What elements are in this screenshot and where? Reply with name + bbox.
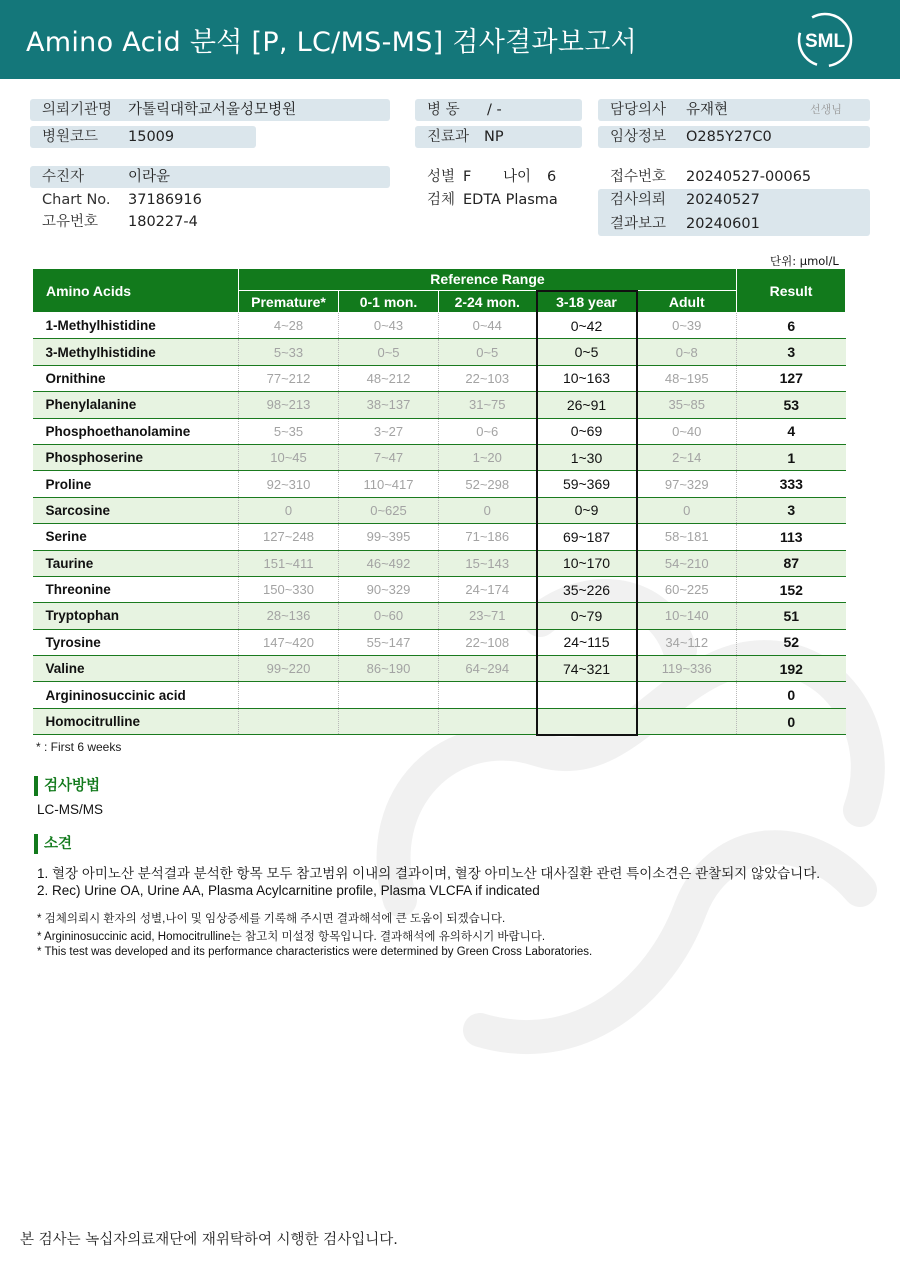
reference-range-cell: 92~310: [239, 471, 339, 497]
reference-range-cell: 1~30: [537, 444, 637, 470]
reference-range-cell: 1~20: [439, 444, 537, 470]
reference-range-cell: 54~210: [637, 550, 737, 576]
reference-range-cell: 0~40: [637, 418, 737, 444]
reference-range-cell: 69~187: [537, 524, 637, 550]
col-header-0-1-mon: 0-1 mon.: [339, 291, 439, 313]
col-header-adult: Adult: [637, 291, 737, 313]
request-value: 20240527: [686, 192, 760, 208]
result-cell: 4: [737, 418, 846, 444]
reference-range-cell: 4~28: [239, 313, 339, 339]
table-row: [33, 339, 846, 365]
patient-label: 수진자: [42, 169, 85, 185]
reference-range-cell: 0: [439, 497, 537, 523]
reference-range-cell: 0~5: [339, 339, 439, 365]
reference-range-cell: 74~321: [537, 656, 637, 682]
reference-range-cell: [239, 708, 339, 734]
reference-range-cell: 60~225: [637, 576, 737, 602]
specimen-label: 검체: [427, 192, 456, 208]
ward-label: 병 동: [427, 102, 460, 118]
reference-range-cell: 0~42: [537, 313, 637, 339]
reference-range-cell: 46~492: [339, 550, 439, 576]
reference-range-cell: 52~298: [439, 471, 537, 497]
sex-label: 성별: [427, 169, 456, 185]
dept-value: NP: [484, 129, 504, 145]
result-cell: 333: [737, 471, 846, 497]
col-header-result: Result: [737, 269, 846, 313]
doctor-label: 담당의사: [610, 102, 667, 118]
reference-range-cell: 71~186: [439, 524, 537, 550]
chart-no-field: [30, 189, 390, 211]
report-header-bar: [0, 0, 900, 79]
col-header-reference-range: Reference Range: [239, 269, 737, 291]
reference-range-cell: 28~136: [239, 603, 339, 629]
reference-range-cell: 22~108: [439, 629, 537, 655]
sml-logo-icon: [795, 11, 855, 69]
svg-text:SML: SML: [804, 31, 846, 52]
amino-acid-name: 1-Methylhistidine: [33, 313, 239, 339]
reference-range-cell: 64~294: [439, 656, 537, 682]
opinion-line-2: 2. Rec) Urine OA, Urine AA, Plasma Acylcarnitine profile, Plasma VLCFA if indicated: [37, 883, 540, 898]
result-cell: 3: [737, 497, 846, 523]
col-header-2-24-mon: 2-24 mon.: [439, 291, 537, 313]
reference-range-cell: 86~190: [339, 656, 439, 682]
reference-range-cell: 59~369: [537, 471, 637, 497]
amino-acid-table: [32, 268, 846, 736]
reference-range-cell: 0~5: [537, 339, 637, 365]
reference-range-cell: 0~5: [439, 339, 537, 365]
reference-range-cell: [537, 708, 637, 734]
col-header-premature: Premature*: [239, 291, 339, 313]
reference-range-cell: 0~44: [439, 313, 537, 339]
reference-range-cell: 0~6: [439, 418, 537, 444]
reference-range-cell: [339, 682, 439, 708]
doctor-suffix: 선생님: [810, 103, 842, 116]
table-row: [33, 313, 846, 339]
reference-range-cell: [439, 682, 537, 708]
reference-range-cell: 99~220: [239, 656, 339, 682]
reference-range-cell: 24~174: [439, 576, 537, 602]
reference-range-cell: 35~226: [537, 576, 637, 602]
clinical-field: [598, 126, 870, 148]
reference-range-cell: 97~329: [637, 471, 737, 497]
reference-range-cell: 90~329: [339, 576, 439, 602]
reference-range-cell: 0~625: [339, 497, 439, 523]
receipt-field: [598, 166, 870, 188]
amino-acid-name: Argininosuccinic acid: [33, 682, 239, 708]
result-cell: 192: [737, 656, 846, 682]
table-row: [33, 392, 846, 418]
reference-range-cell: 151~411: [239, 550, 339, 576]
uid-label: 고유번호: [42, 214, 99, 230]
reference-range-cell: 35~85: [637, 392, 737, 418]
reference-range-cell: 38~137: [339, 392, 439, 418]
reference-range-cell: 0~39: [637, 313, 737, 339]
amino-acid-name: Ornithine: [33, 365, 239, 391]
table-row: [33, 682, 846, 708]
hospital-code-field: [30, 126, 256, 148]
result-cell: 51: [737, 603, 846, 629]
amino-acid-name: Homocitrulline: [33, 708, 239, 734]
uid-value: 180227-4: [128, 214, 198, 230]
amino-acid-name: Tyrosine: [33, 629, 239, 655]
uid-field: [30, 211, 390, 233]
dept-label: 진료과: [427, 129, 470, 145]
specimen-value: EDTA Plasma: [463, 192, 558, 208]
reference-range-cell: 150~330: [239, 576, 339, 602]
note-line-1: * 검체의뢰시 환자의 성별,나이 및 임상증세를 기록해 주시면 결과해석에 큰 도움이 되겠습니다.: [37, 913, 506, 925]
reference-range-cell: 31~75: [439, 392, 537, 418]
amino-acid-name: Valine: [33, 656, 239, 682]
col-header-3-18-year: 3-18 year: [537, 291, 637, 313]
amino-acid-name: Threonine: [33, 576, 239, 602]
reference-range-cell: [239, 682, 339, 708]
dept-field: [415, 126, 582, 148]
reference-range-cell: 23~71: [439, 603, 537, 629]
amino-acid-name: Phosphoserine: [33, 444, 239, 470]
table-row: [33, 497, 846, 523]
result-cell: 0: [737, 682, 846, 708]
reference-range-cell: [637, 682, 737, 708]
report-date-label: 결과보고: [610, 216, 667, 232]
col-header-amino-acids: Amino Acids: [33, 269, 239, 313]
reference-range-cell: 127~248: [239, 524, 339, 550]
table-row: [33, 603, 846, 629]
result-cell: 53: [737, 392, 846, 418]
note-line-2: * Argininosuccinic acid, Homocitrulline는 참고치 미설정 항목입니다. 결과해석에 유의하시기 바랍니다.: [37, 931, 546, 943]
result-cell: 87: [737, 550, 846, 576]
clinical-value: O285Y27C0: [686, 129, 772, 145]
amino-acid-name: Phosphoethanolamine: [33, 418, 239, 444]
reference-range-cell: 0: [637, 497, 737, 523]
result-cell: 3: [737, 339, 846, 365]
table-row: [33, 629, 846, 655]
amino-acid-name: Taurine: [33, 550, 239, 576]
reference-range-cell: 10~140: [637, 603, 737, 629]
patient-field: [30, 166, 390, 188]
table-row: [33, 444, 846, 470]
clinical-label: 임상정보: [610, 129, 667, 145]
reference-range-cell: 0~60: [339, 603, 439, 629]
reference-range-cell: 119~336: [637, 656, 737, 682]
reference-range-cell: 2~14: [637, 444, 737, 470]
table-row: [33, 708, 846, 734]
chart-no-value: 37186916: [128, 192, 202, 208]
reference-range-cell: 34~112: [637, 629, 737, 655]
reference-range-cell: 147~420: [239, 629, 339, 655]
reference-range-cell: 24~115: [537, 629, 637, 655]
sex-age-field: [415, 166, 582, 188]
result-cell: 6: [737, 313, 846, 339]
reference-range-cell: 48~212: [339, 365, 439, 391]
reference-range-cell: 55~147: [339, 629, 439, 655]
specimen-field: [415, 189, 582, 211]
table-row: [33, 471, 846, 497]
age-label: 나이: [503, 169, 532, 185]
table-row: [33, 550, 846, 576]
reference-range-cell: 10~45: [239, 444, 339, 470]
amino-acid-name: 3-Methylhistidine: [33, 339, 239, 365]
reference-range-cell: 7~47: [339, 444, 439, 470]
reference-range-cell: 0: [239, 497, 339, 523]
reference-range-cell: 58~181: [637, 524, 737, 550]
report-title: Amino Acid 분석 [P, LC/MS-MS] 검사결과보고서: [26, 27, 638, 58]
note-line-3: * This test was developed and its performance characteristics were determined by Green Cross Laboratories.: [37, 946, 593, 958]
reference-range-cell: 3~27: [339, 418, 439, 444]
footer-text: 본 검사는 녹십자의료재단에 재위탁하여 시행한 검사입니다.: [20, 1232, 398, 1248]
table-row: [33, 576, 846, 602]
reference-range-cell: [637, 708, 737, 734]
reference-range-cell: 10~170: [537, 550, 637, 576]
amino-acid-name: Phenylalanine: [33, 392, 239, 418]
amino-acid-name: Tryptophan: [33, 603, 239, 629]
amino-acid-name: Proline: [33, 471, 239, 497]
reference-range-cell: [439, 708, 537, 734]
reference-range-cell: 0~9: [537, 497, 637, 523]
reference-range-cell: 0~69: [537, 418, 637, 444]
result-cell: 113: [737, 524, 846, 550]
reference-range-cell: 110~417: [339, 471, 439, 497]
reference-range-cell: 99~395: [339, 524, 439, 550]
reference-range-cell: 22~103: [439, 365, 537, 391]
reference-range-cell: [339, 708, 439, 734]
dates-field: [598, 189, 870, 236]
opinion-line-1: 1. 혈장 아미노산 분석결과 분석한 항목 모두 참고범위 이내의 결과이며, 혈장 아미노산 대사질환 관련 특이소견은 관찰되지 않았습니다.: [37, 866, 820, 881]
patient-value: 이라윤: [128, 169, 171, 185]
table-row: [33, 524, 846, 550]
institution-field: [30, 99, 390, 121]
reference-range-cell: 77~212: [239, 365, 339, 391]
doctor-value: 유재현: [686, 102, 729, 118]
reference-range-cell: 10~163: [537, 365, 637, 391]
report-date-value: 20240601: [686, 216, 760, 232]
reference-range-cell: 26~91: [537, 392, 637, 418]
sex-value: F: [463, 169, 472, 185]
reference-range-cell: 5~35: [239, 418, 339, 444]
receipt-value: 20240527-00065: [686, 169, 812, 185]
doctor-field: [598, 99, 870, 121]
chart-no-label: Chart No.: [42, 192, 111, 208]
result-cell: 0: [737, 708, 846, 734]
hospital-code-value: 15009: [128, 129, 175, 145]
hospital-code-label: 병원코드: [42, 129, 99, 145]
result-cell: 152: [737, 576, 846, 602]
table-row: [33, 365, 846, 391]
method-text: LC-MS/MS: [37, 802, 104, 817]
institution-label: 의뢰기관명: [42, 102, 113, 118]
result-cell: 127: [737, 365, 846, 391]
reference-range-cell: [537, 682, 637, 708]
method-heading: 검사방법: [34, 776, 100, 796]
age-value: 6: [547, 169, 557, 185]
table-row: [33, 656, 846, 682]
opinion-heading: 소견: [34, 834, 72, 854]
table-footnote: * : First 6 weeks: [36, 740, 122, 754]
reference-range-cell: 48~195: [637, 365, 737, 391]
reference-range-cell: 0~8: [637, 339, 737, 365]
ward-value: / -: [487, 102, 502, 118]
reference-range-cell: 0~79: [537, 603, 637, 629]
reference-range-cell: 15~143: [439, 550, 537, 576]
reference-range-cell: 5~33: [239, 339, 339, 365]
result-cell: 52: [737, 629, 846, 655]
unit-label: 단위: μmol/L: [770, 254, 839, 268]
amino-acid-name: Serine: [33, 524, 239, 550]
reference-range-cell: 98~213: [239, 392, 339, 418]
reference-range-cell: 0~43: [339, 313, 439, 339]
receipt-label: 접수번호: [610, 169, 667, 185]
table-row: [33, 418, 846, 444]
result-cell: 1: [737, 444, 846, 470]
institution-value: 가톨릭대학교서울성모병원: [128, 102, 297, 118]
amino-acid-name: Sarcosine: [33, 497, 239, 523]
request-label: 검사의뢰: [610, 192, 667, 208]
ward-field: [415, 99, 582, 121]
